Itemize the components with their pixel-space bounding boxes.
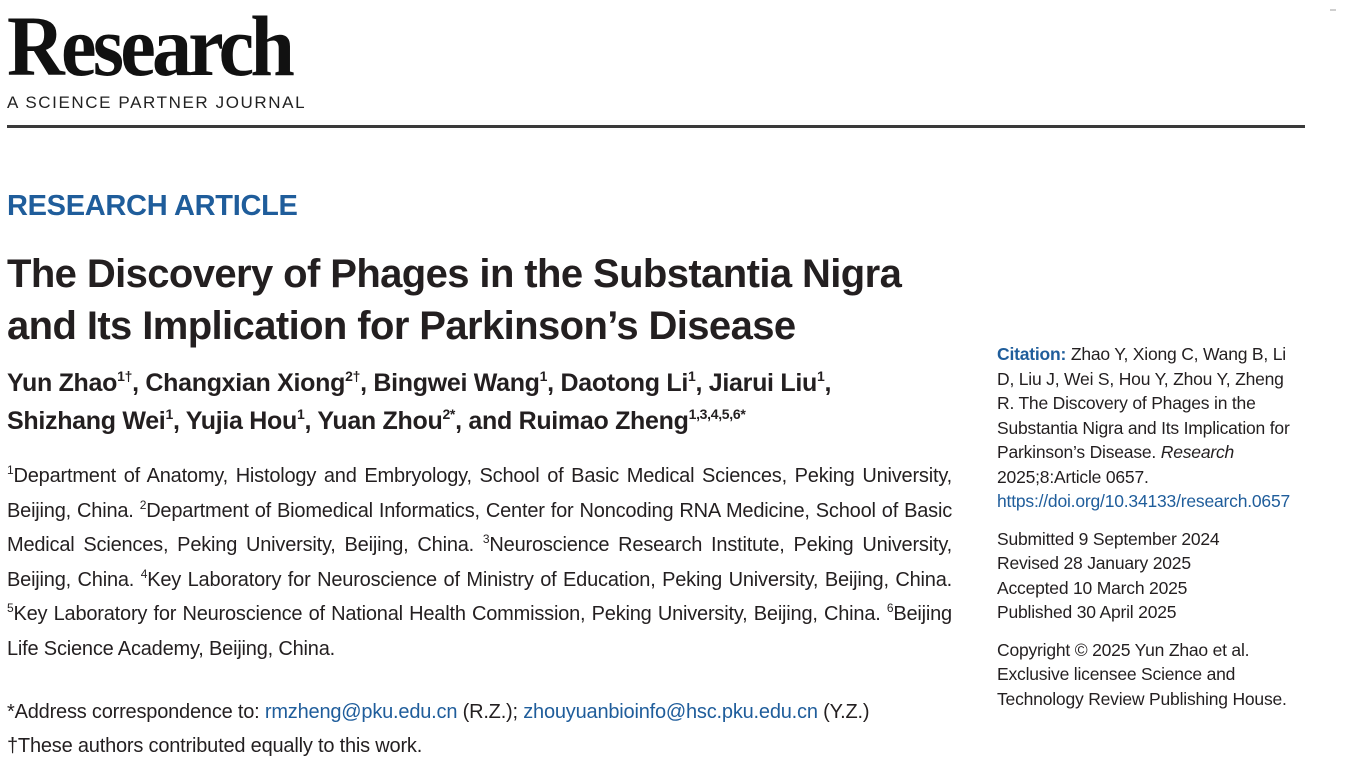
affiliation-item: $^3$Neuroscience Research Institute, Peking University, Beijing, China. xyxy=(7,532,953,591)
affiliation-item: $^6$Beijing Life Science Academy, Beijing, China. xyxy=(7,601,952,660)
affiliation-item: $^1$Department of Anatomy, Histology and Embryology, School of Basic Medical Sciences, Peking University, Beijing, China. xyxy=(7,463,952,522)
accepted-date: Accepted 10 March 2025 xyxy=(997,577,1188,598)
author: Bingwei Wang$^1$, xyxy=(373,368,561,397)
citation-block: Citation: Zhao Y, Xiong C, Wang B, Li D, Liu J, Wei S, Hou Y, Zhou Y, Zheng R. The Discovery of Phages in the Substantia Nigra and Its Implication for Parkinson’s Disease. Research 2025;8:Article 0657. https://doi.org/10.34133/research.0657 xyxy=(997,344,1291,511)
equal-contribution-note: †These authors contributed equally to this work. xyxy=(7,735,423,757)
submitted-date: Submitted 9 September 2024 xyxy=(997,528,1220,549)
affiliations xyxy=(7,459,952,667)
author: Shizhang Wei$^1$, xyxy=(7,406,186,435)
article-title: The Discovery of Phages in the Substantia Nigra and Its Implication for Parkinson’s Disease xyxy=(7,252,902,348)
journal-tagline: A SCIENCE PARTNER JOURNAL xyxy=(7,93,307,112)
author: Daotong Li$^1$, xyxy=(560,368,709,397)
author: Jiarui Liu$^1$, xyxy=(708,368,832,397)
correspondence-line: *Address correspondence to: rmzheng@pku.edu.cn (R.Z.); zhouyuanbioinfo@hsc.pku.edu.cn (Y.Z.) xyxy=(7,701,870,723)
author: Yuan Zhou$^{2*}$, and xyxy=(317,406,519,435)
author: Changxian Xiong$^{2\dagger}$, xyxy=(145,368,374,397)
author: Yujia Hou$^1$, xyxy=(185,406,318,435)
revised-date: Revised 28 January 2025 xyxy=(997,553,1191,573)
journal-masthead xyxy=(7,0,1307,130)
email-link-rz[interactable]: rmzheng@pku.edu.cn xyxy=(264,701,458,723)
author: Yun Zhao$^{1\dagger}$, xyxy=(7,368,146,397)
affiliation-item: $^2$Department of Biomedical Informatics, Center for Noncoding RNA Medicine, School of Basic Medical Sciences, Peking University, Beijing, China. xyxy=(7,497,953,557)
published-date: Published 30 April 2025 xyxy=(997,602,1177,622)
affiliation-item: $^4$Key Laboratory for Neuroscience of Ministry of Education, Peking University, Beijing, China. xyxy=(140,566,952,591)
article-info-sidebar xyxy=(997,342,1297,724)
corner-mark xyxy=(1330,9,1336,11)
journal-logo: Research xyxy=(7,0,292,94)
citation-label: Citation: xyxy=(997,344,1067,364)
affiliation-item: $^5$Key Laboratory for Neuroscience of National Health Commission, Peking University, Beijing, China. xyxy=(7,601,881,626)
dates-block xyxy=(997,527,1297,625)
copyright-block: Copyright © 2025 Yun Zhao et al. Exclusive licensee Science and Technology Review Publishing House. xyxy=(997,639,1287,709)
correspondence xyxy=(7,695,967,763)
email-link-yz[interactable]: zhouyuanbioinfo@hsc.pku.edu.cn xyxy=(523,701,818,723)
doi-link[interactable]: https://doi.org/10.34133/research.0657 xyxy=(997,491,1291,511)
article-type-label: RESEARCH ARTICLE xyxy=(7,190,298,222)
author-list xyxy=(7,364,967,440)
author: Ruimao Zheng$^{1,3,4,5,6*}$ xyxy=(518,406,746,435)
masthead-divider xyxy=(7,125,1305,128)
